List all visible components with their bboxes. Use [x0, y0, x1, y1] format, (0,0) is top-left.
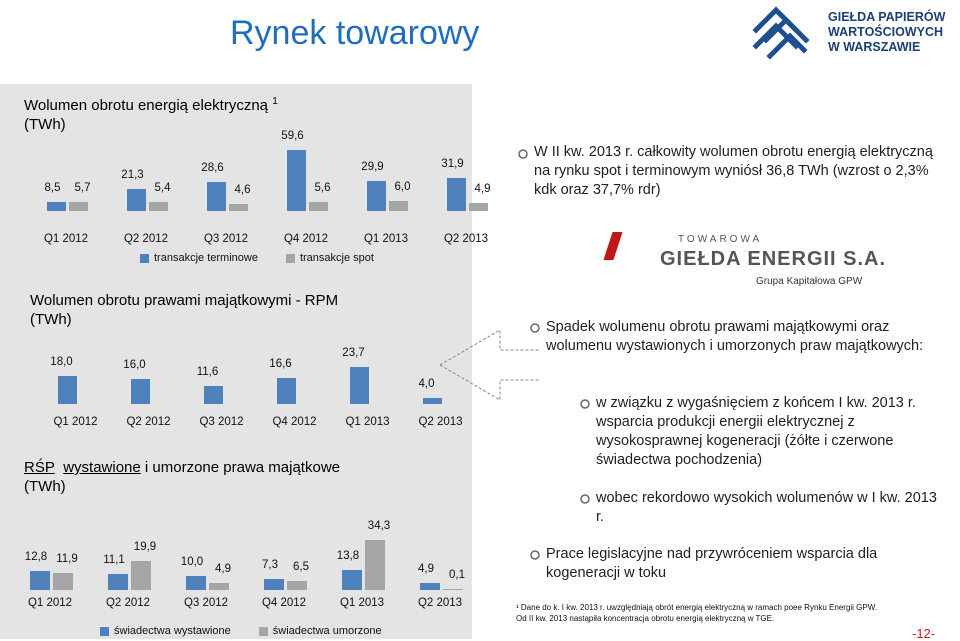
data-label: 6,5: [293, 560, 309, 573]
category-label: Q4 2012: [272, 416, 317, 428]
legend-label: transakcje spot: [299, 252, 374, 264]
category-label: Q1 2013: [345, 416, 390, 428]
category-label: Q3 2012: [203, 233, 249, 245]
category-label: Q2 2012: [123, 233, 169, 245]
data-label: 4,0: [418, 377, 435, 390]
category-label: Q3 2012: [183, 597, 229, 609]
chart-bar: [58, 376, 77, 404]
data-label: 5,4: [154, 182, 171, 195]
chart-bar: [186, 576, 206, 591]
chart-bar: [309, 202, 328, 211]
data-label: 8,5: [44, 182, 61, 195]
category-label: Q1 2012: [43, 233, 89, 245]
legend-item: [100, 625, 231, 637]
data-label: 23,7: [342, 347, 365, 360]
category-label: Q4 2012: [261, 597, 307, 609]
category-label: Q2 2012: [105, 597, 151, 609]
gpw-logo-icon: [746, 0, 816, 64]
chart-bar: [69, 202, 88, 211]
gpw-logo-line: GIEŁDA PAPIERÓW: [828, 10, 946, 24]
data-label: 11,6: [196, 366, 219, 379]
chart-bar: [389, 201, 408, 211]
chart-bar: [443, 589, 463, 590]
chart-bar: [420, 583, 440, 590]
category-label: Q1 2012: [27, 597, 73, 609]
data-label: 11,1: [103, 553, 125, 566]
data-label: 34,3: [367, 520, 391, 533]
legend-swatch: [259, 627, 268, 636]
chart2-title: [30, 291, 338, 329]
data-label: 6,0: [394, 181, 411, 194]
chart-bar: [342, 570, 362, 590]
data-label: 18,0: [50, 356, 73, 369]
chart-bar: [365, 540, 385, 590]
tge-logo-line1: TOWAROWA: [678, 234, 763, 245]
data-label: 31,9: [441, 158, 464, 171]
gpw-logo-line: WARTOŚCIOWYCH: [828, 25, 944, 39]
gpw-logo-text: [828, 10, 945, 55]
chart-bar: [207, 182, 226, 211]
chart3-title-text: RŚP wystawione i umorzone prawa majątkowe (TWh): [24, 459, 340, 495]
sub-bullet-cogeneration: w związku z wygaśnięciem z końcem I kw. 2013 r. wsparcia produkcji energii elektrycznej z wysokosprawnej kogeneracji (żółte i czerwone świadectwa pochodzenia): [596, 395, 916, 468]
category-label: Q4 2012: [283, 233, 329, 245]
legend-item: [259, 625, 382, 637]
data-label: 4,6: [234, 183, 251, 196]
chart-bar: [367, 181, 386, 211]
category-label: Q2 2013: [417, 597, 463, 609]
chart-bar: [287, 581, 307, 590]
data-label: 4,9: [474, 183, 491, 196]
chart-bar: [108, 574, 128, 590]
page-title: Rynek towarowy: [230, 14, 480, 52]
chart-bar: [53, 573, 73, 590]
category-label: Q2 2013: [443, 233, 489, 245]
data-label: 12,8: [24, 551, 48, 564]
chart-bar: [264, 579, 284, 590]
chart-bar: [209, 583, 229, 590]
gpw-logo-line: W WARSZAWIE: [828, 40, 921, 54]
chart-bar: [30, 571, 50, 590]
tge-logo-mark-icon: [603, 232, 622, 260]
sub-bullet-record: wobec rekordowo wysokich wolumenów w I kw. 2013 r.: [596, 490, 937, 525]
connector-icon: [440, 315, 540, 415]
footnote-line: Od II kw. 2013 nastąpiła koncentracja obrotu energią elektryczną w TGE.: [516, 614, 775, 623]
data-label: 21,3: [121, 169, 144, 182]
legend-label: świadectwa umorzone: [272, 625, 382, 637]
chart3-title: [24, 458, 340, 496]
chart-bar: [277, 378, 296, 404]
footnote-line: ¹ Dane do k. I kw. 2013 r. uwzględniają obrót energią elektryczną w ramach poee Rynku Energii GPW.: [516, 603, 878, 612]
bullet-icon: [530, 549, 542, 561]
data-label: 59,6: [281, 130, 304, 143]
data-label: 10,0: [180, 555, 204, 568]
chart-bar: [447, 178, 466, 211]
legend-label: transakcje terminowe: [154, 252, 258, 264]
bullet-icon: [530, 322, 542, 334]
legend-label: świadectwa wystawione: [114, 625, 231, 637]
chart-bar: [229, 204, 248, 211]
footnote: [516, 602, 877, 624]
summary-text: W II kw. 2013 r. całkowity wolumen obrotu energią elektryczną na rynku spot i terminowym wyniósł 36,8 TWh (wzrost o 2,3% kdk oraz 37,7% rdr): [534, 144, 933, 198]
category-label: Q1 2013: [363, 233, 409, 245]
bullet-rpm-decline: Spadek wolumenu obrotu prawami majątkowymi oraz wolumenu wystawionych i umorzonych praw majątkowych:: [546, 319, 924, 354]
chart-legend: [100, 625, 410, 637]
legend-swatch: [286, 254, 295, 263]
data-label: 5,7: [74, 181, 91, 194]
chart-bar: [131, 561, 151, 590]
data-label: 4,9: [215, 562, 231, 575]
chart2-title-text: Wolumen obrotu prawami majątkowymi - RPM (TWh): [30, 292, 339, 328]
page-number: -12-: [912, 626, 936, 641]
data-label: 7,3: [262, 559, 278, 572]
chart-legend: [140, 252, 402, 264]
category-label: Q1 2013: [339, 597, 385, 609]
chart-bar: [127, 189, 146, 211]
legend-swatch: [100, 627, 109, 636]
bullet-icon: [518, 148, 530, 160]
chart1-title: [24, 92, 278, 134]
sub-bullet-icon: [580, 398, 592, 410]
data-label: 19,9: [133, 541, 157, 554]
category-label: Q1 2012: [53, 416, 98, 428]
tge-logo-line3: Grupa Kapitałowa GPW: [756, 276, 863, 287]
data-label: 4,9: [418, 562, 434, 575]
tge-logo: [608, 232, 887, 292]
category-label: Q3 2012: [199, 416, 244, 428]
chart-bar: [287, 150, 306, 211]
legend-item: [140, 252, 258, 264]
data-label: 16,0: [123, 359, 146, 372]
chart-bar: [149, 202, 168, 211]
chart-bar: [469, 203, 488, 211]
category-label: Q2 2012: [126, 416, 171, 428]
data-label: 11,9: [56, 552, 78, 565]
data-label: 5,6: [314, 182, 331, 195]
chart-bar: [204, 386, 223, 404]
data-label: 28,6: [201, 161, 224, 174]
chart-bar: [131, 379, 150, 404]
data-label: 29,9: [361, 160, 384, 173]
data-label: 16,6: [269, 358, 292, 371]
chart-bar: [47, 202, 66, 211]
data-label: 13,8: [336, 549, 360, 562]
tge-logo-line2: GIEŁDA ENERGII S.A.: [660, 248, 887, 270]
legend-item: [286, 252, 374, 264]
category-label: Q2 2013: [418, 416, 463, 428]
chart-bar: [350, 367, 369, 404]
data-label: 0,1: [449, 569, 465, 581]
chart1-title-text: Wolumen obrotu energią elektryczną $^1$ (TWh): [24, 96, 278, 133]
bullet-legislation: Prace legislacyjne nad przywróceniem wsparcia dla kogeneracji w toku: [546, 546, 878, 581]
sub-bullet-icon: [580, 493, 592, 505]
legend-swatch: [140, 254, 149, 263]
